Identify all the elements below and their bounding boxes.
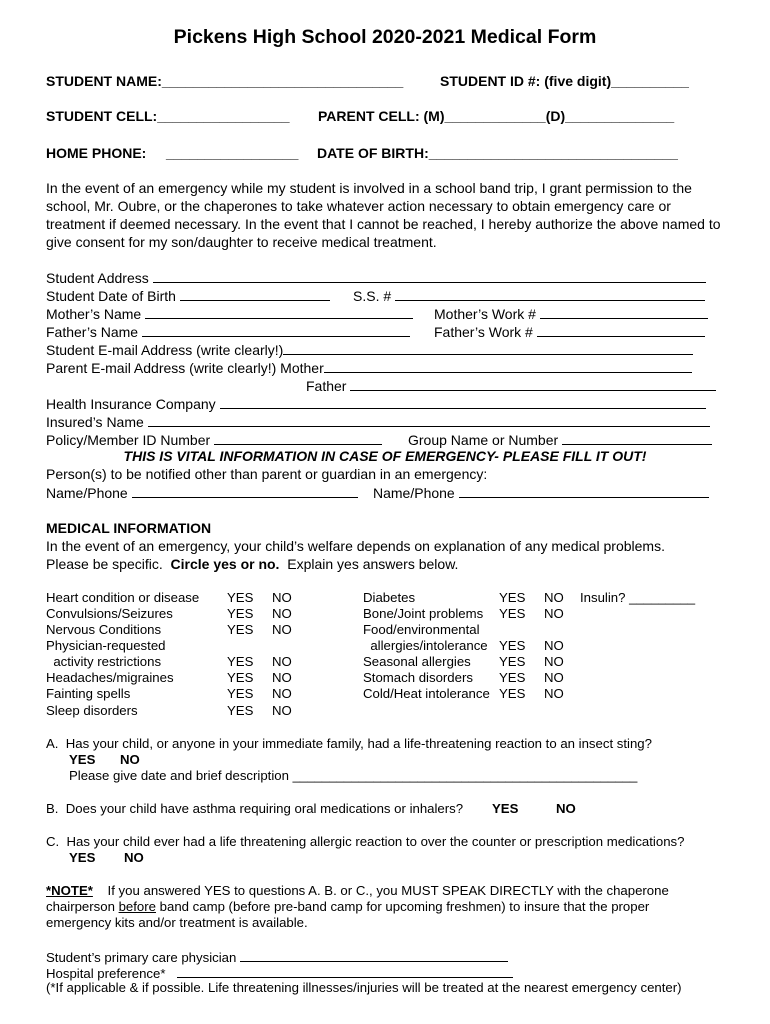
medical-intro-line2 xyxy=(46,556,458,573)
no-option[interactable]: NO xyxy=(544,686,564,701)
note-label: *NOTE* xyxy=(46,883,93,898)
fathers-name-label: Father’s Name xyxy=(46,324,139,340)
intro-explain: Explain yes answers below. xyxy=(279,556,459,572)
health-insurance-line[interactable] xyxy=(220,395,706,409)
condition-label: Cold/Heat intolerance xyxy=(363,686,490,701)
mothers-work-label: Mother’s Work # xyxy=(434,306,536,322)
intro-please: Please be specific. xyxy=(46,556,171,572)
note-text-2-pre: chairperson xyxy=(46,899,119,914)
parent-email-mother-row[interactable] xyxy=(46,359,692,377)
question-c-yes[interactable]: YES xyxy=(69,850,96,865)
consent-paragraph: In the event of an emergency while my student is involved in a school band trip, I grant permission to the school, Mr. Oubre, or the chaperones to take whatever action necessary to obtain emergency care or treatment if deemed necessary. In the event that I cannot be reached, I hereby authorize the above named to give consent for my son/daughter to receive medical treatment. xyxy=(46,180,721,250)
question-a: A. Has your child, or anyone in your immediate family, had a life-threatening reaction to an insect sting? xyxy=(46,736,652,751)
page-title: Pickens High School 2020-2021 Medical Form xyxy=(173,26,597,48)
no-option[interactable]: NO xyxy=(272,622,292,637)
fathers-work-line[interactable] xyxy=(537,323,705,337)
student-dob-row[interactable] xyxy=(46,287,330,305)
condition-label: Headaches/migraines xyxy=(46,670,174,685)
question-c-no[interactable]: NO xyxy=(124,850,144,865)
question-b: B. Does your child have asthma requiring oral medications or inhalers? xyxy=(46,801,464,816)
student-dob-label: Student Date of Birth xyxy=(46,288,176,304)
medical-heading: MEDICAL INFORMATION xyxy=(46,520,212,536)
no-option[interactable]: NO xyxy=(272,654,292,669)
date-of-birth-field[interactable]: DATE OF BIRTH:________________________________ xyxy=(317,145,678,161)
yes-option[interactable]: YES xyxy=(227,703,254,718)
no-option[interactable]: NO xyxy=(272,590,292,605)
question-b-yes[interactable]: YES xyxy=(492,801,519,816)
condition-label: Stomach disorders xyxy=(363,670,473,685)
hospital-label: Hospital preference* xyxy=(46,966,166,981)
footer-note: (*If applicable & if possible. Life threatening illnesses/injuries will be treated at the nearest emergency center) xyxy=(46,980,682,995)
note-before: before xyxy=(118,899,156,914)
yes-option[interactable]: YES xyxy=(227,622,254,637)
yes-option[interactable]: YES xyxy=(499,686,526,701)
name-phone-row-1[interactable] xyxy=(46,484,358,502)
fathers-work-label: Father’s Work # xyxy=(434,324,533,340)
health-insurance-row[interactable] xyxy=(46,395,706,413)
question-a-yes[interactable]: YES xyxy=(69,752,96,767)
fathers-name-row[interactable] xyxy=(46,323,410,341)
health-insurance-label: Health Insurance Company xyxy=(46,396,216,412)
name-phone-label: Name/Phone xyxy=(373,485,455,501)
name-phone-row-2[interactable] xyxy=(373,484,709,502)
mothers-name-label: Mother’s Name xyxy=(46,306,142,322)
student-name-field[interactable]: STUDENT NAME:_______________________________ xyxy=(46,73,404,89)
condition-label: Food/environmental xyxy=(363,622,480,637)
condition-label: Seasonal allergies xyxy=(363,654,471,669)
note-line-1 xyxy=(46,883,669,900)
father-email-line[interactable] xyxy=(350,377,716,391)
condition-label: Sleep disorders xyxy=(46,703,138,718)
mothers-work-line[interactable] xyxy=(540,305,708,319)
no-option[interactable]: NO xyxy=(272,670,292,685)
condition-label: Physician-requested xyxy=(46,638,166,653)
no-option[interactable]: NO xyxy=(272,606,292,621)
yes-option[interactable]: YES xyxy=(227,686,254,701)
yes-option[interactable]: YES xyxy=(227,670,254,685)
no-option[interactable]: NO xyxy=(544,590,564,605)
no-option[interactable]: NO xyxy=(272,686,292,701)
student-id-field[interactable]: STUDENT ID #: (five digit)__________ xyxy=(440,73,689,89)
yes-option[interactable]: YES xyxy=(227,606,254,621)
student-address-row[interactable] xyxy=(46,269,706,287)
mothers-name-row[interactable] xyxy=(46,305,413,323)
intro-circle: Circle yes or no. xyxy=(170,556,280,572)
note-text-2-post: band camp (before pre-band camp for upcoming freshmen) to insure that the proper xyxy=(155,899,650,914)
ss-row[interactable] xyxy=(353,287,705,305)
group-name-line[interactable] xyxy=(562,431,712,445)
parent-email-label: Parent E-mail Address (write clearly!) Mother xyxy=(46,360,324,376)
yes-option[interactable]: YES xyxy=(499,670,526,685)
insureds-name-row[interactable] xyxy=(46,413,710,431)
no-option[interactable]: NO xyxy=(544,638,564,653)
physician-label: Student’s primary care physician xyxy=(46,950,237,965)
condition-label: Fainting spells xyxy=(46,686,131,701)
yes-option[interactable]: YES xyxy=(499,654,526,669)
ss-label: S.S. # xyxy=(353,288,392,304)
home-phone-field[interactable]: _________________ xyxy=(166,145,299,161)
father-email-label: Father xyxy=(306,378,347,394)
note-line-2 xyxy=(46,899,649,916)
student-address-line[interactable] xyxy=(153,269,706,283)
physician-line[interactable] xyxy=(240,948,508,962)
insulin-field[interactable]: Insulin? _________ xyxy=(580,590,696,605)
question-b-no[interactable]: NO xyxy=(556,801,576,816)
ss-line[interactable] xyxy=(395,287,705,301)
condition-label: Diabetes xyxy=(363,590,416,605)
yes-option[interactable]: YES xyxy=(499,590,526,605)
no-option[interactable]: NO xyxy=(544,654,564,669)
no-option[interactable]: NO xyxy=(544,670,564,685)
student-email-line[interactable] xyxy=(283,341,693,355)
condition-label: allergies/intolerance xyxy=(363,638,488,653)
note-line-3: emergency kits and/or treatment is available. xyxy=(46,915,308,930)
home-phone-label: HOME PHONE: xyxy=(46,145,147,161)
note-text-1: If you answered YES to questions A. B. or C., you MUST SPEAK DIRECTLY with the chaperone xyxy=(92,883,669,898)
parent-cell-field[interactable]: PARENT CELL: (M)_____________(D)______________ xyxy=(318,108,675,124)
student-email-label: Student E-mail Address (write clearly!) xyxy=(46,342,284,358)
yes-option[interactable]: YES xyxy=(227,654,254,669)
yes-option[interactable]: YES xyxy=(499,638,526,653)
condition-label: Convulsions/Seizures xyxy=(46,606,173,621)
condition-label: Bone/Joint problems xyxy=(363,606,484,621)
student-email-row[interactable] xyxy=(46,341,693,359)
name-phone-line[interactable] xyxy=(132,484,358,498)
condition-label: Heart condition or disease xyxy=(46,590,200,605)
group-name-row[interactable] xyxy=(408,431,712,449)
fathers-name-line[interactable] xyxy=(142,323,410,337)
question-a-no[interactable]: NO xyxy=(120,752,140,767)
fathers-work-row[interactable] xyxy=(434,323,705,341)
name-phone-line[interactable] xyxy=(459,484,709,498)
condition-label: Nervous Conditions xyxy=(46,622,162,637)
parent-email-father-row[interactable] xyxy=(306,377,716,395)
question-c: C. Has your child ever had a life threatening allergic reaction to over the counter or prescription medications? xyxy=(46,834,685,849)
student-address-label: Student Address xyxy=(46,270,149,286)
policy-id-line[interactable] xyxy=(214,431,382,445)
medical-intro-line1: In the event of an emergency, your child’s welfare depends on explanation of any medical problems. xyxy=(46,538,665,554)
condition-label: activity restrictions xyxy=(46,654,162,669)
student-dob-line[interactable] xyxy=(180,287,330,301)
no-option[interactable]: NO xyxy=(272,703,292,718)
hospital-line[interactable] xyxy=(177,964,513,978)
insureds-name-line[interactable] xyxy=(148,413,710,427)
mothers-name-line[interactable] xyxy=(145,305,413,319)
student-cell-field[interactable]: STUDENT CELL:_________________ xyxy=(46,108,290,124)
policy-id-row[interactable] xyxy=(46,431,382,449)
mothers-work-row[interactable] xyxy=(434,305,708,323)
insureds-name-label: Insured’s Name xyxy=(46,414,144,430)
yes-option[interactable]: YES xyxy=(499,606,526,621)
name-phone-label: Name/Phone xyxy=(46,485,128,501)
group-name-label: Group Name or Number xyxy=(408,432,559,448)
mother-email-line[interactable] xyxy=(324,359,692,373)
no-option[interactable]: NO xyxy=(544,606,564,621)
persons-notified-label: Person(s) to be notified other than parent or guardian in an emergency: xyxy=(46,466,488,482)
yes-option[interactable]: YES xyxy=(227,590,254,605)
vital-notice: THIS IS VITAL INFORMATION IN CASE OF EMERGENCY- PLEASE FILL IT OUT! xyxy=(123,448,647,464)
question-a-description[interactable]: Please give date and brief description _______________________________________________ xyxy=(69,768,638,783)
policy-id-label: Policy/Member ID Number xyxy=(46,432,211,448)
